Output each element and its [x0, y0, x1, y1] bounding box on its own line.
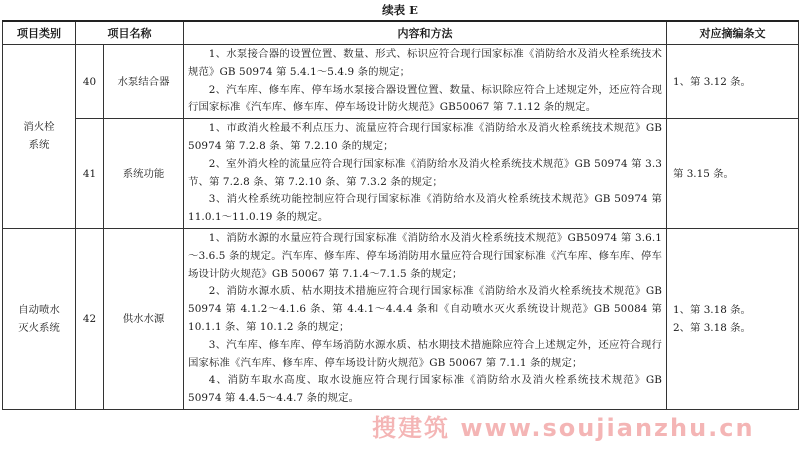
table-caption: 续表 E — [382, 3, 418, 17]
reference-cell — [667, 119, 799, 229]
reference-line: 2、第 3.18 条。 — [673, 321, 751, 334]
header-category: 项目类别 — [3, 21, 76, 45]
item-number: 41 — [76, 119, 104, 229]
header-reference: 对应摘编条文 — [667, 21, 799, 45]
content-cell — [184, 228, 667, 409]
content-cell — [184, 45, 667, 119]
category-text: 自动喷水灭火系统 — [18, 303, 60, 334]
header-row — [3, 21, 799, 45]
content-paragraph: 4、消防车取水高度、取水设施应符合现行国家标准《消防给水及消火栓系统技术规范》GB 50974 第 4.4.5～4.4.7 条的规定。 — [188, 374, 662, 405]
category-text: 消火栓系统 — [23, 121, 55, 152]
standards-table — [2, 20, 799, 410]
item-name: 水泵结合器 — [104, 45, 184, 119]
item-number: 42 — [76, 228, 104, 409]
content-paragraph: 3、汽车库、修车库、停车场消防水源水质、枯水期技术措施除应符合上述规定外，还应符合现行国家标准《汽车库、修车库、停车场设计防火规范》GB 50067 第 7.1.1 条的规定； — [188, 338, 662, 369]
content-paragraph: 1、市政消火栓最不利点压力、流量应符合现行国家标准《消防给水及消火栓系统技术规范》GB 50974 第 7.2.8 条、第 7.2.10 条的规定； — [188, 122, 662, 152]
item-name: 供水水源 — [104, 228, 184, 409]
reference-line: 1、第 3.12 条。 — [673, 75, 751, 88]
content-paragraph: 1、消防水源的水量应符合现行国家标准《消防给水及消火栓系统技术规范》GB50974 第 3.6.1～3.6.5 条的规定。汽车库、修车库、停车场消防用水量应符合现行国家标准《汽车库、修车库、停车场设计防火规范》GB 50067 第 7.1.4～7.1.5 条的规定； — [188, 231, 662, 280]
table-row — [3, 45, 799, 119]
header-content: 内容和方法 — [184, 21, 667, 45]
content-paragraph: 2、汽车库、修车库、停车场水泵接合器设置位置、数量、标识除应符合上述规定外，还应符合现行国家标准《汽车库、修车库、停车场设计防火规范》GB50067 第 7.1.12 条的规定。 — [188, 83, 662, 114]
table-row — [3, 228, 799, 409]
reference-line: 第 3.15 条。 — [673, 167, 734, 180]
category-cell — [3, 228, 76, 409]
category-cell — [3, 45, 76, 229]
reference-cell — [667, 45, 799, 119]
watermark: 搜建筑 www.soujianzhu.cn — [372, 414, 755, 442]
reference-cell — [667, 228, 799, 409]
content-paragraph: 1、水泵接合器的设置位置、数量、形式、标识应符合现行国家标准《消防给水及消火栓系统技术规范》GB 50974 第 5.4.1～5.4.9 条的规定； — [188, 48, 662, 78]
content-paragraph: 2、室外消火栓的流量应符合现行国家标准《消防给水及消火栓系统技术规范》GB 50974 第 3.3 节、第 7.2.8 条、第 7.2.10 条、第 7.3.2 条的规定； — [188, 157, 662, 188]
item-number: 40 — [76, 45, 104, 119]
table-row — [3, 119, 799, 229]
reference-line: 1、第 3.18 条。 — [673, 303, 751, 316]
content-cell — [184, 119, 667, 229]
content-paragraph: 3、消火栓系统功能控制应符合现行国家标准《消防给水及消火栓系统技术规范》GB 50974 第 11.0.1～11.0.19 条的规定。 — [188, 193, 662, 224]
header-name: 项目名称 — [76, 21, 184, 45]
item-name: 系统功能 — [104, 119, 184, 229]
content-paragraph: 2、消防水源水质、枯水期技术措施应符合现行国家标准《消防给水及消火栓系统技术规范》GB 50974 第 4.1.2～4.1.6 条、第 4.4.1～4.4.4 条和《自动喷水灭火系统设计规范》GB 50084 第 10.1.1 条、第 10.1.2 条的规定； — [188, 285, 662, 333]
